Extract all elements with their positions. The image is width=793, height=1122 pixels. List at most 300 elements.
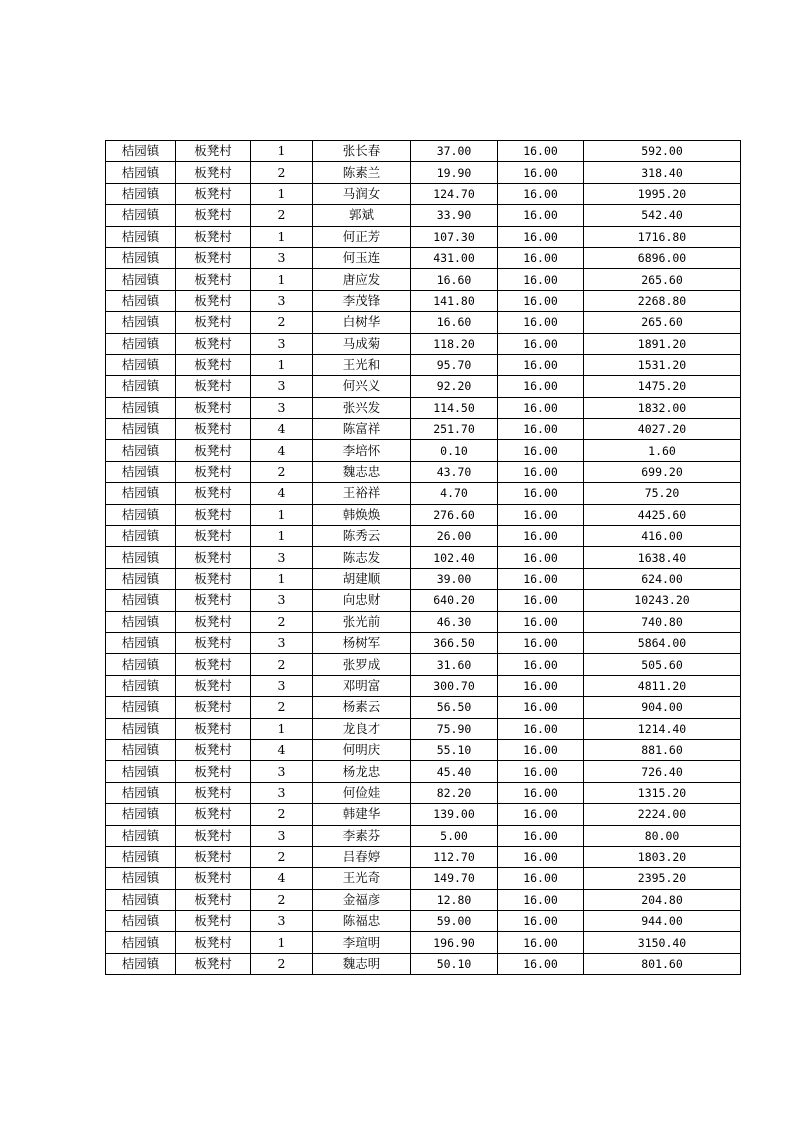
area-cell: 33.90 (411, 205, 498, 226)
area-cell: 114.50 (411, 397, 498, 418)
rate-cell: 16.00 (498, 526, 584, 547)
amount-cell: 592.00 (584, 141, 741, 162)
area-cell: 276.60 (411, 504, 498, 525)
village-cell: 板凳村 (176, 911, 251, 932)
name-cell: 向忠财 (313, 590, 411, 611)
rate-cell: 16.00 (498, 654, 584, 675)
group-cell: 2 (251, 205, 313, 226)
group-cell: 1 (251, 354, 313, 375)
village-cell: 板凳村 (176, 782, 251, 803)
village-cell: 板凳村 (176, 868, 251, 889)
town-cell: 桔园镇 (106, 568, 176, 589)
area-cell: 37.00 (411, 141, 498, 162)
amount-cell: 1475.20 (584, 376, 741, 397)
village-cell: 板凳村 (176, 312, 251, 333)
area-cell: 149.70 (411, 868, 498, 889)
group-cell: 3 (251, 247, 313, 268)
table-row (106, 397, 741, 418)
table-row (106, 825, 741, 846)
rate-cell: 16.00 (498, 675, 584, 696)
group-cell: 1 (251, 226, 313, 247)
rate-cell: 16.00 (498, 782, 584, 803)
town-cell: 桔园镇 (106, 247, 176, 268)
area-cell: 5.00 (411, 825, 498, 846)
group-cell: 1 (251, 526, 313, 547)
rate-cell: 16.00 (498, 911, 584, 932)
area-cell: 26.00 (411, 526, 498, 547)
village-cell: 板凳村 (176, 419, 251, 440)
area-cell: 50.10 (411, 953, 498, 974)
rate-cell: 16.00 (498, 718, 584, 739)
rate-cell: 16.00 (498, 226, 584, 247)
town-cell: 桔园镇 (106, 183, 176, 204)
town-cell: 桔园镇 (106, 419, 176, 440)
area-cell: 31.60 (411, 654, 498, 675)
village-cell: 板凳村 (176, 611, 251, 632)
village-cell: 板凳村 (176, 739, 251, 760)
name-cell: 马润女 (313, 183, 411, 204)
town-cell: 桔园镇 (106, 141, 176, 162)
table-row (106, 868, 741, 889)
table-row (106, 440, 741, 461)
village-cell: 板凳村 (176, 290, 251, 311)
group-cell: 1 (251, 718, 313, 739)
rate-cell: 16.00 (498, 376, 584, 397)
area-cell: 107.30 (411, 226, 498, 247)
town-cell: 桔园镇 (106, 654, 176, 675)
group-cell: 3 (251, 376, 313, 397)
rate-cell: 16.00 (498, 611, 584, 632)
group-cell: 4 (251, 739, 313, 760)
group-cell: 2 (251, 654, 313, 675)
amount-cell: 2224.00 (584, 804, 741, 825)
name-cell: 何俭娃 (313, 782, 411, 803)
group-cell: 3 (251, 825, 313, 846)
area-cell: 12.80 (411, 889, 498, 910)
group-cell: 2 (251, 953, 313, 974)
town-cell: 桔园镇 (106, 739, 176, 760)
area-cell: 112.70 (411, 846, 498, 867)
group-cell: 1 (251, 504, 313, 525)
amount-cell: 5864.00 (584, 632, 741, 653)
town-cell: 桔园镇 (106, 205, 176, 226)
amount-cell: 80.00 (584, 825, 741, 846)
amount-cell: 740.80 (584, 611, 741, 632)
town-cell: 桔园镇 (106, 632, 176, 653)
village-cell: 板凳村 (176, 141, 251, 162)
amount-cell: 416.00 (584, 526, 741, 547)
area-cell: 75.90 (411, 718, 498, 739)
table-row (106, 226, 741, 247)
table-row (106, 654, 741, 675)
town-cell: 桔园镇 (106, 953, 176, 974)
town-cell: 桔园镇 (106, 911, 176, 932)
name-cell: 马成菊 (313, 333, 411, 354)
name-cell: 金福彦 (313, 889, 411, 910)
village-cell: 板凳村 (176, 483, 251, 504)
rate-cell: 16.00 (498, 205, 584, 226)
amount-cell: 542.40 (584, 205, 741, 226)
town-cell: 桔园镇 (106, 825, 176, 846)
town-cell: 桔园镇 (106, 440, 176, 461)
group-cell: 1 (251, 183, 313, 204)
town-cell: 桔园镇 (106, 461, 176, 482)
town-cell: 桔园镇 (106, 333, 176, 354)
name-cell: 韩焕焕 (313, 504, 411, 525)
name-cell: 李培怀 (313, 440, 411, 461)
table-row (106, 590, 741, 611)
rate-cell: 16.00 (498, 440, 584, 461)
village-cell: 板凳村 (176, 761, 251, 782)
town-cell: 桔园镇 (106, 397, 176, 418)
table-row (106, 889, 741, 910)
area-cell: 141.80 (411, 290, 498, 311)
village-cell: 板凳村 (176, 697, 251, 718)
group-cell: 1 (251, 932, 313, 953)
table-row (106, 526, 741, 547)
amount-cell: 801.60 (584, 953, 741, 974)
area-cell: 124.70 (411, 183, 498, 204)
rate-cell: 16.00 (498, 312, 584, 333)
area-cell: 196.90 (411, 932, 498, 953)
group-cell: 3 (251, 675, 313, 696)
name-cell: 李瑄明 (313, 932, 411, 953)
table-row (106, 247, 741, 268)
group-cell: 3 (251, 290, 313, 311)
name-cell: 李素芬 (313, 825, 411, 846)
table-row (106, 141, 741, 162)
town-cell: 桔园镇 (106, 376, 176, 397)
table-row (106, 675, 741, 696)
town-cell: 桔园镇 (106, 697, 176, 718)
group-cell: 3 (251, 911, 313, 932)
name-cell: 杨树军 (313, 632, 411, 653)
town-cell: 桔园镇 (106, 354, 176, 375)
area-cell: 640.20 (411, 590, 498, 611)
name-cell: 韩建华 (313, 804, 411, 825)
table-row (106, 205, 741, 226)
amount-cell: 726.40 (584, 761, 741, 782)
town-cell: 桔园镇 (106, 761, 176, 782)
rate-cell: 16.00 (498, 804, 584, 825)
table-row (106, 846, 741, 867)
rate-cell: 16.00 (498, 697, 584, 718)
area-cell: 102.40 (411, 547, 498, 568)
group-cell: 2 (251, 461, 313, 482)
group-cell: 4 (251, 440, 313, 461)
amount-cell: 265.60 (584, 269, 741, 290)
town-cell: 桔园镇 (106, 290, 176, 311)
group-cell: 3 (251, 547, 313, 568)
town-cell: 桔园镇 (106, 804, 176, 825)
data-table (105, 140, 741, 975)
amount-cell: 1803.20 (584, 846, 741, 867)
amount-cell: 1638.40 (584, 547, 741, 568)
rate-cell: 16.00 (498, 846, 584, 867)
amount-cell: 4027.20 (584, 419, 741, 440)
area-cell: 366.50 (411, 632, 498, 653)
village-cell: 板凳村 (176, 632, 251, 653)
name-cell: 陈富祥 (313, 419, 411, 440)
rate-cell: 16.00 (498, 547, 584, 568)
amount-cell: 624.00 (584, 568, 741, 589)
town-cell: 桔园镇 (106, 312, 176, 333)
rate-cell: 16.00 (498, 504, 584, 525)
amount-cell: 1.60 (584, 440, 741, 461)
town-cell: 桔园镇 (106, 932, 176, 953)
table-row (106, 697, 741, 718)
town-cell: 桔园镇 (106, 718, 176, 739)
town-cell: 桔园镇 (106, 504, 176, 525)
village-cell: 板凳村 (176, 953, 251, 974)
rate-cell: 16.00 (498, 739, 584, 760)
group-cell: 2 (251, 889, 313, 910)
amount-cell: 881.60 (584, 739, 741, 760)
amount-cell: 1214.40 (584, 718, 741, 739)
name-cell: 陈秀云 (313, 526, 411, 547)
amount-cell: 944.00 (584, 911, 741, 932)
village-cell: 板凳村 (176, 654, 251, 675)
name-cell: 邓明富 (313, 675, 411, 696)
area-cell: 251.70 (411, 419, 498, 440)
name-cell: 杨龙忠 (313, 761, 411, 782)
amount-cell: 505.60 (584, 654, 741, 675)
name-cell: 何兴义 (313, 376, 411, 397)
rate-cell: 16.00 (498, 868, 584, 889)
area-cell: 82.20 (411, 782, 498, 803)
name-cell: 张光前 (313, 611, 411, 632)
area-cell: 16.60 (411, 269, 498, 290)
town-cell: 桔园镇 (106, 547, 176, 568)
amount-cell: 204.80 (584, 889, 741, 910)
village-cell: 板凳村 (176, 718, 251, 739)
name-cell: 张罗成 (313, 654, 411, 675)
town-cell: 桔园镇 (106, 782, 176, 803)
group-cell: 4 (251, 868, 313, 889)
table-row (106, 782, 741, 803)
rate-cell: 16.00 (498, 761, 584, 782)
table-row (106, 162, 741, 183)
group-cell: 3 (251, 590, 313, 611)
group-cell: 1 (251, 568, 313, 589)
table-body (106, 141, 741, 975)
name-cell: 何明庆 (313, 739, 411, 760)
name-cell: 王裕祥 (313, 483, 411, 504)
rate-cell: 16.00 (498, 247, 584, 268)
group-cell: 3 (251, 632, 313, 653)
group-cell: 2 (251, 846, 313, 867)
town-cell: 桔园镇 (106, 269, 176, 290)
group-cell: 4 (251, 483, 313, 504)
amount-cell: 4811.20 (584, 675, 741, 696)
area-cell: 431.00 (411, 247, 498, 268)
table-row (106, 354, 741, 375)
name-cell: 王光和 (313, 354, 411, 375)
amount-cell: 265.60 (584, 312, 741, 333)
area-cell: 55.10 (411, 739, 498, 760)
area-cell: 118.20 (411, 333, 498, 354)
rate-cell: 16.00 (498, 953, 584, 974)
table-row (106, 419, 741, 440)
area-cell: 4.70 (411, 483, 498, 504)
rate-cell: 16.00 (498, 290, 584, 311)
village-cell: 板凳村 (176, 675, 251, 696)
village-cell: 板凳村 (176, 226, 251, 247)
name-cell: 吕春婷 (313, 846, 411, 867)
area-cell: 300.70 (411, 675, 498, 696)
amount-cell: 1891.20 (584, 333, 741, 354)
area-cell: 92.20 (411, 376, 498, 397)
table-row (106, 718, 741, 739)
village-cell: 板凳村 (176, 526, 251, 547)
amount-cell: 2395.20 (584, 868, 741, 889)
amount-cell: 904.00 (584, 697, 741, 718)
amount-cell: 1995.20 (584, 183, 741, 204)
group-cell: 2 (251, 804, 313, 825)
group-cell: 2 (251, 312, 313, 333)
town-cell: 桔园镇 (106, 226, 176, 247)
town-cell: 桔园镇 (106, 611, 176, 632)
amount-cell: 699.20 (584, 461, 741, 482)
table-row (106, 290, 741, 311)
table-row (106, 183, 741, 204)
village-cell: 板凳村 (176, 825, 251, 846)
name-cell: 李茂锋 (313, 290, 411, 311)
village-cell: 板凳村 (176, 932, 251, 953)
amount-cell: 1716.80 (584, 226, 741, 247)
name-cell: 张长春 (313, 141, 411, 162)
town-cell: 桔园镇 (106, 846, 176, 867)
area-cell: 43.70 (411, 461, 498, 482)
area-cell: 95.70 (411, 354, 498, 375)
rate-cell: 16.00 (498, 825, 584, 846)
village-cell: 板凳村 (176, 333, 251, 354)
village-cell: 板凳村 (176, 504, 251, 525)
town-cell: 桔园镇 (106, 889, 176, 910)
village-cell: 板凳村 (176, 354, 251, 375)
group-cell: 2 (251, 162, 313, 183)
rate-cell: 16.00 (498, 419, 584, 440)
village-cell: 板凳村 (176, 205, 251, 226)
name-cell: 陈志发 (313, 547, 411, 568)
town-cell: 桔园镇 (106, 526, 176, 547)
table-row (106, 376, 741, 397)
group-cell: 3 (251, 397, 313, 418)
group-cell: 1 (251, 141, 313, 162)
rate-cell: 16.00 (498, 269, 584, 290)
area-cell: 19.90 (411, 162, 498, 183)
village-cell: 板凳村 (176, 183, 251, 204)
town-cell: 桔园镇 (106, 590, 176, 611)
amount-cell: 3150.40 (584, 932, 741, 953)
name-cell: 胡建顺 (313, 568, 411, 589)
rate-cell: 16.00 (498, 568, 584, 589)
table-row (106, 547, 741, 568)
area-cell: 45.40 (411, 761, 498, 782)
table-row (106, 739, 741, 760)
name-cell: 魏志忠 (313, 461, 411, 482)
name-cell: 何玉连 (313, 247, 411, 268)
village-cell: 板凳村 (176, 162, 251, 183)
rate-cell: 16.00 (498, 483, 584, 504)
rate-cell: 16.00 (498, 590, 584, 611)
table-row (106, 504, 741, 525)
name-cell: 何正芳 (313, 226, 411, 247)
table-row (106, 333, 741, 354)
village-cell: 板凳村 (176, 568, 251, 589)
village-cell: 板凳村 (176, 547, 251, 568)
village-cell: 板凳村 (176, 889, 251, 910)
table-row (106, 568, 741, 589)
area-cell: 59.00 (411, 911, 498, 932)
group-cell: 3 (251, 333, 313, 354)
table-row (106, 804, 741, 825)
table-row (106, 632, 741, 653)
group-cell: 3 (251, 761, 313, 782)
amount-cell: 2268.80 (584, 290, 741, 311)
amount-cell: 10243.20 (584, 590, 741, 611)
table-row (106, 483, 741, 504)
village-cell: 板凳村 (176, 461, 251, 482)
village-cell: 板凳村 (176, 397, 251, 418)
amount-cell: 318.40 (584, 162, 741, 183)
table-row (106, 312, 741, 333)
amount-cell: 1315.20 (584, 782, 741, 803)
rate-cell: 16.00 (498, 183, 584, 204)
village-cell: 板凳村 (176, 804, 251, 825)
town-cell: 桔园镇 (106, 162, 176, 183)
table-row (106, 953, 741, 974)
village-cell: 板凳村 (176, 376, 251, 397)
table-row (106, 911, 741, 932)
amount-cell: 6896.00 (584, 247, 741, 268)
group-cell: 4 (251, 419, 313, 440)
name-cell: 张兴发 (313, 397, 411, 418)
name-cell: 郭斌 (313, 205, 411, 226)
amount-cell: 1832.00 (584, 397, 741, 418)
table-row (106, 461, 741, 482)
name-cell: 陈素兰 (313, 162, 411, 183)
table-row (106, 761, 741, 782)
area-cell: 39.00 (411, 568, 498, 589)
rate-cell: 16.00 (498, 889, 584, 910)
village-cell: 板凳村 (176, 590, 251, 611)
name-cell: 白树华 (313, 312, 411, 333)
town-cell: 桔园镇 (106, 675, 176, 696)
village-cell: 板凳村 (176, 269, 251, 290)
name-cell: 魏志明 (313, 953, 411, 974)
table-row (106, 611, 741, 632)
group-cell: 2 (251, 697, 313, 718)
table-row (106, 932, 741, 953)
town-cell: 桔园镇 (106, 868, 176, 889)
rate-cell: 16.00 (498, 141, 584, 162)
name-cell: 王光奇 (313, 868, 411, 889)
name-cell: 唐应发 (313, 269, 411, 290)
rate-cell: 16.00 (498, 333, 584, 354)
rate-cell: 16.00 (498, 932, 584, 953)
rate-cell: 16.00 (498, 461, 584, 482)
town-cell: 桔园镇 (106, 483, 176, 504)
group-cell: 1 (251, 269, 313, 290)
amount-cell: 4425.60 (584, 504, 741, 525)
name-cell: 杨素云 (313, 697, 411, 718)
name-cell: 龙良才 (313, 718, 411, 739)
name-cell: 陈福忠 (313, 911, 411, 932)
area-cell: 0.10 (411, 440, 498, 461)
village-cell: 板凳村 (176, 247, 251, 268)
amount-cell: 75.20 (584, 483, 741, 504)
